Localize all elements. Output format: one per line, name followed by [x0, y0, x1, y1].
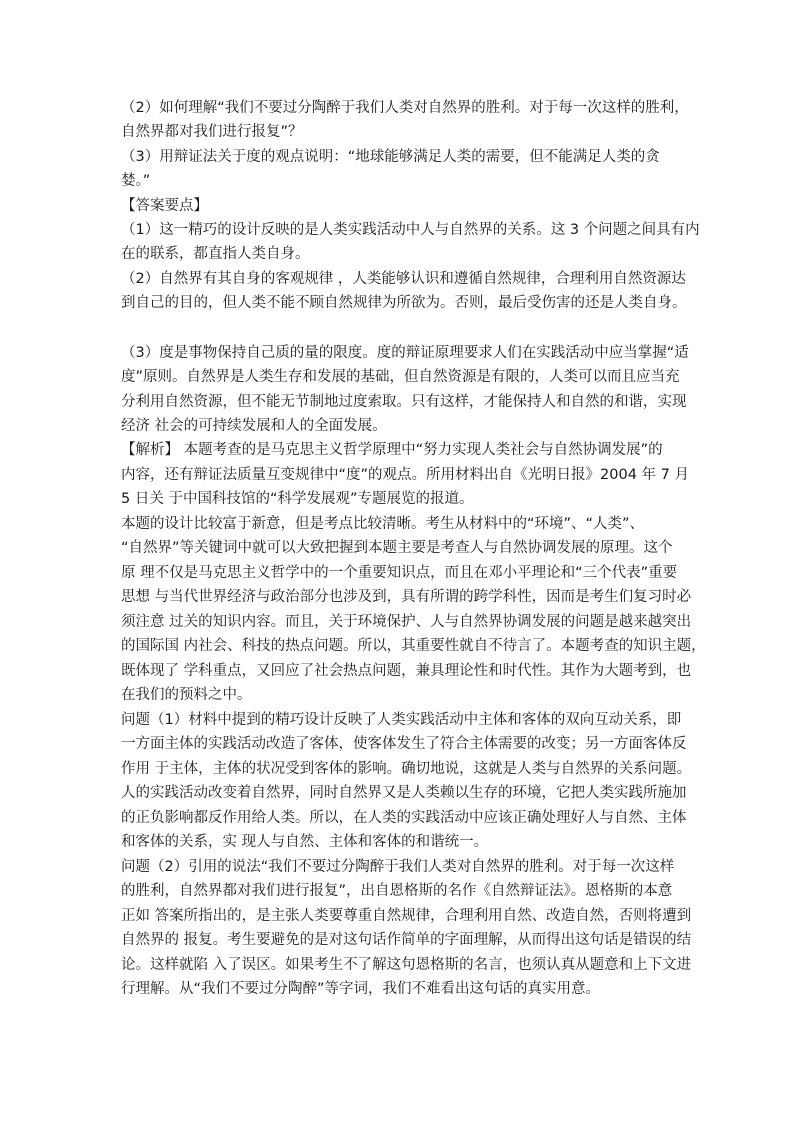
text-line-29: 的正负影响都反作用给人类。所以，在人类的实践活动中应该正确处理好人与自然、主体 [121, 810, 687, 826]
text-line-32: 的胜利，自然界都对我们进行报复”，出自恩格斯的名作《自然辩证法》。恩格斯的本意 [121, 883, 673, 899]
text-line-15: 内容，还有辩证法质量互变规律中“度”的观点。所用材料出自《光明日报》2004 年 7 月 [121, 467, 689, 483]
text-line-28: 人的实践活动改变着自然界，同时自然界又是人类赖以生存的环境，它把人类实践所施加 [121, 785, 687, 801]
text-line-6: （1）这一精巧的设计反映的是人类实践活动中人与自然界的关系。这 3 个问题之间具有内 [121, 222, 700, 238]
text-line-17: 本题的设计比较富于新意，但是考点比较清晰。考生从材料中的“环境”、“人类”、 [121, 516, 645, 532]
text-line-13: 经济 社会的可持续发展和人的全面发展。 [121, 418, 387, 434]
text-line-34: 自然界的 报复。考生要避免的是对这句话作简单的字面理解，从而得出这句话是错误的结 [121, 932, 692, 948]
text-line-27: 作用 于主体，主体的状况受到客体的影响。确切地说，这就是人类与自然界的关系问题。 [121, 761, 692, 777]
text-line-8: （2）自然界有其自身的客观规律 ，人类能够认识和遵循自然规律，合理利用自然资源达 [121, 271, 686, 287]
text-line-24: 在我们的预料之中。 [121, 687, 252, 703]
text-line-30: 和客体的关系，实 现人与自然、主体和客体的和谐统一。 [121, 834, 489, 850]
text-line-36: 行理解。从“我们不要过分陶醉”等字词，我们不难看出这句话的真实用意。 [121, 981, 601, 997]
text-line-9: 到自己的目的，但人类不能不顾自然规律为所欲为。否则，最后受伤害的还是人类自身。 [121, 295, 687, 311]
text-line-4: 婪。” [121, 173, 151, 189]
text-line-19: 原 理不仅是马克思主义哲学中的一个重要知识点，而且在邓小平理论和“三个代表”重要 [121, 565, 678, 581]
text-line-20: 思想 与当代世界经济与政治部分也涉及到，具有所谓的跨学科性，因而是考生们复习时必 [121, 589, 692, 605]
text-line-10: （3）度是事物保持自己质的量的限度。度的辩证原理要求人们在实践活动中应当掌握“适 [121, 345, 689, 361]
text-line-25: 问题（1）材料中提到的精巧设计反映了人类实践活动中主体和客体的双向互动关系，即 [121, 712, 682, 728]
text-line-33: 正如 答案所指出的，是主张人类要尊重自然规律，合理利用自然、改造自然，否则将遭到 [121, 908, 692, 924]
text-line-1: （2）如何理解“我们不要过分陶醉于我们人类对自然界的胜利。对于每一次这样的胜利， [121, 100, 689, 116]
text-line-16: 5 日关 于中国科技馆的“科学发展观”专题展览的报道。 [121, 491, 474, 507]
section-heading-answer: 【答案要点】 [121, 198, 208, 214]
text-line-11: 度”原则。自然界是人类生存和发展的基础，但自然资源是有限的，人类可以而且应当充 [121, 369, 680, 385]
text-line-3: （3）用辩证法关于度的观点说明：“地球能够满足人类的需要，但不能满足人类的贪 [121, 149, 660, 165]
text-line-2: 自然界都对我们进行报复”？ [121, 124, 303, 140]
text-line-12: 分利用自然资源，但不能无节制地过度索取。只有这样，才能保持人和自然的和谐，实现 [121, 394, 687, 410]
text-line-21: 须注意 过关的知识内容。而且，关于环境保护、人与自然界协调发展的问题是越来越突出 [121, 614, 692, 630]
text-line-35: 论。这样就陷 入了误区。如果考生不了解这句恩格斯的名言，也须认真从题意和上下文进 [121, 957, 692, 973]
text-line-7: 在的联系，都直指人类自身。 [121, 246, 310, 262]
text-line-18: “自然界”等关键词中就可以大致把握到本题主要是考查人与自然协调发展的原理。这个 [121, 540, 673, 556]
text-line-23: 既体现了 学科重点，又回应了社会热点问题，兼具理论性和时代性。其作为大题考到，也 [121, 663, 692, 679]
text-line-22: 的国际国 内社会、科技的热点问题。所以，其重要性就自不待言了。本题考查的知识主题， [121, 638, 706, 654]
section-heading-analysis: 【解析】 本题考查的是马克思主义哲学原理中“努力实现人类社会与自然协调发展”的 [121, 442, 663, 458]
text-line-31: 问题（2）引用的说法“我们不要过分陶醉于我们人类对自然界的胜利。对于每一次这样 [121, 859, 675, 875]
text-line-26: 一方面主体的实践活动改造了客体，使客体发生了符合主体需要的改变；另一方面客体反 [121, 736, 687, 752]
